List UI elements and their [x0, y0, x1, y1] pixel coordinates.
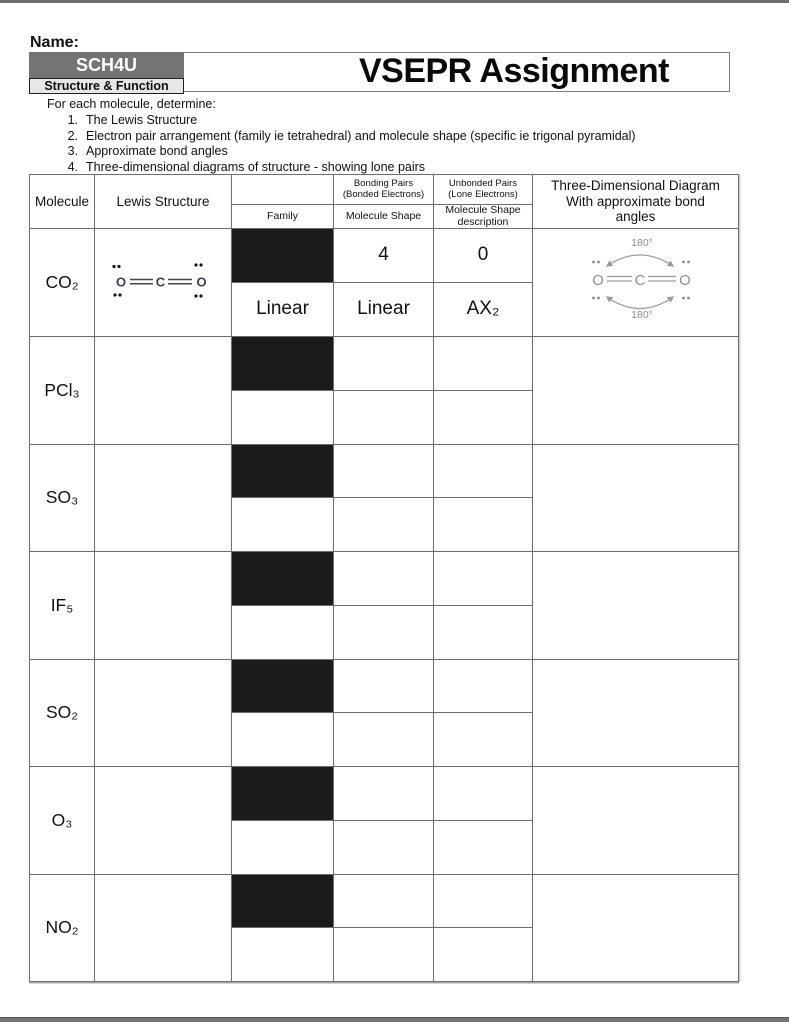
- table-row: [30, 444, 739, 498]
- bonding-pairs-value: [334, 767, 434, 821]
- bond-angle-label-top: 180°: [630, 237, 653, 249]
- page-bottom-edge-bar: [0, 1017, 789, 1022]
- lewis-structure-cell: [95, 767, 232, 875]
- family-value: [232, 928, 334, 982]
- header-unbonded-pairs: Unbonded Pairs (Lone Electrons): [434, 175, 533, 205]
- lewis-structure-cell: [95, 552, 232, 660]
- header-family-blank: [232, 175, 334, 205]
- shape-description-value: [434, 713, 533, 767]
- instruction-text: Approximate bond angles: [86, 144, 228, 158]
- co2-lewis-structure: [98, 248, 228, 318]
- atom-label: O: [115, 274, 127, 289]
- bonding-pairs-value: [334, 659, 434, 713]
- bond-angle-label-bottom: 180°: [630, 309, 653, 321]
- redacted-family-cell: [232, 337, 334, 391]
- redacted-family-cell: [232, 767, 334, 821]
- header-3d-diagram: Three-Dimensional Diagram With approximate bond angles: [533, 175, 739, 229]
- atom-label: O: [678, 272, 691, 289]
- shape-description-value: [434, 605, 533, 659]
- shape-value: [334, 713, 434, 767]
- molecule-label: O₃: [30, 767, 95, 875]
- bonding-pairs-value: 4: [334, 229, 434, 283]
- instruction-number: 3.: [67, 144, 78, 158]
- molecule-label: NO₂: [30, 874, 95, 982]
- bonding-pairs-value: [334, 552, 434, 606]
- instruction-number: 2.: [67, 128, 78, 143]
- lewis-structure-cell: [95, 337, 232, 445]
- table-row: [30, 229, 739, 283]
- family-value: [232, 713, 334, 767]
- table-row: [30, 659, 739, 713]
- course-code-box: SCH4U: [29, 52, 184, 78]
- shape-description-value: [434, 928, 533, 982]
- header-lewis-structure: Lewis Structure: [95, 175, 232, 229]
- family-value: [232, 820, 334, 874]
- name-label: Name:: [30, 34, 79, 51]
- molecule-label: SO₃: [30, 444, 95, 552]
- redacted-family-cell: [232, 444, 334, 498]
- molecule-label: PCl₃: [30, 337, 95, 445]
- header-family: Family: [232, 205, 334, 229]
- atom-label: C: [634, 272, 645, 289]
- shape-description-value: AX₂: [434, 282, 533, 336]
- lewis-structure-cell: [95, 659, 232, 767]
- header-molecule: Molecule: [30, 175, 95, 229]
- molecule-label: IF₅: [30, 552, 95, 660]
- instruction-text: Three-dimensional diagrams of structure - showing lone pairs: [86, 159, 426, 174]
- instruction-number: 4.: [67, 159, 78, 174]
- unbonded-pairs-value: [434, 337, 533, 391]
- course-subtitle-box: Structure & Function: [29, 78, 184, 94]
- 3d-diagram-cell: [533, 229, 739, 337]
- header-bonding-pairs: Bonding Pairs (Bonded Electrons): [334, 175, 434, 205]
- shape-value: [334, 390, 434, 444]
- family-value: [232, 390, 334, 444]
- lewis-structure-cell: [95, 229, 232, 337]
- atom-label: O: [591, 272, 604, 289]
- redacted-family-cell: [232, 229, 334, 283]
- 3d-diagram-cell: [533, 444, 739, 552]
- instruction-number: 1.: [67, 113, 78, 127]
- 3d-diagram-cell: [533, 767, 739, 875]
- family-value: [232, 605, 334, 659]
- page-title: VSEPR Assignment: [358, 52, 670, 90]
- redacted-family-cell: [232, 874, 334, 928]
- instruction-text: Electron pair arrangement (family ie tetrahedral) and molecule shape (specific ie trigonal pyramidal): [86, 128, 636, 143]
- lewis-structure-cell: [95, 444, 232, 552]
- vsepr-table: [29, 174, 739, 982]
- table-row: [30, 874, 739, 928]
- co2-3d-diagram: [534, 229, 738, 336]
- angle-arc-bottom: [607, 297, 673, 309]
- unbonded-pairs-value: [434, 767, 533, 821]
- unbonded-pairs-value: [434, 874, 533, 928]
- shape-description-value: [434, 820, 533, 874]
- 3d-diagram-cell: [533, 337, 739, 445]
- redacted-family-cell: [232, 552, 334, 606]
- header-molecule-shape: Molecule Shape: [334, 205, 434, 229]
- title-banner: [29, 52, 730, 92]
- shape-description-value: [434, 498, 533, 552]
- header-shape-description: Molecule Shape description: [434, 205, 533, 229]
- shape-description-value: [434, 390, 533, 444]
- 3d-diagram-cell: [533, 874, 739, 982]
- shape-value: [334, 928, 434, 982]
- table-row: [30, 552, 739, 606]
- family-value: Linear: [232, 282, 334, 336]
- redacted-family-cell: [232, 659, 334, 713]
- bonding-pairs-value: [334, 874, 434, 928]
- 3d-diagram-cell: [533, 659, 739, 767]
- table-row: [30, 337, 739, 391]
- bonding-pairs-value: [334, 444, 434, 498]
- 3d-diagram-cell: [533, 552, 739, 660]
- shape-value: Linear: [334, 282, 434, 336]
- bonding-pairs-value: [334, 337, 434, 391]
- shape-value: [334, 605, 434, 659]
- atom-label: O: [196, 274, 207, 289]
- molecule-label: SO₂: [30, 659, 95, 767]
- molecule-label: CO₂: [30, 229, 95, 337]
- family-value: [232, 498, 334, 552]
- shape-value: [334, 820, 434, 874]
- page-top-edge-bar: [0, 0, 789, 3]
- atom-label: C: [155, 274, 166, 289]
- instructions-intro: For each molecule, determine:: [47, 97, 216, 111]
- unbonded-pairs-value: [434, 659, 533, 713]
- angle-arc-top: [607, 255, 673, 266]
- table-row: [30, 767, 739, 821]
- shape-value: [334, 498, 434, 552]
- lewis-structure-cell: [95, 874, 232, 982]
- instruction-text: The Lewis Structure: [86, 113, 198, 127]
- unbonded-pairs-value: [434, 444, 533, 498]
- unbonded-pairs-value: 0: [434, 229, 533, 283]
- unbonded-pairs-value: [434, 552, 533, 606]
